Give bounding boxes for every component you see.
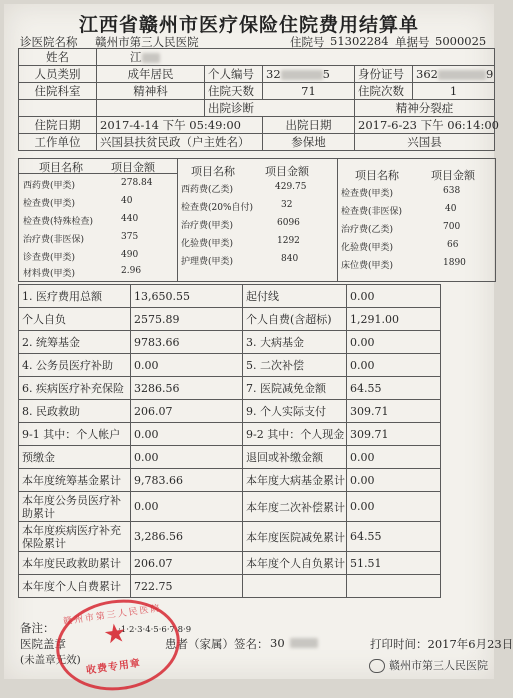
- totals-value: 0.00: [131, 446, 243, 469]
- fee-name: 治疗费(乙类): [341, 225, 394, 235]
- totals-value: [347, 575, 441, 598]
- totals-label: 个人自负: [19, 308, 131, 331]
- id-blur: [438, 70, 486, 80]
- col-amount-header: 项目金额: [111, 161, 155, 174]
- diagnosis: 精神分裂症: [355, 100, 495, 117]
- totals-row: [19, 522, 441, 552]
- totals-row: [19, 492, 441, 522]
- fee-name: 护理费(甲类): [181, 257, 234, 267]
- totals-table: [18, 284, 441, 598]
- watermark: [369, 657, 488, 673]
- wechat-icon: [369, 659, 385, 673]
- name-cell: [97, 49, 495, 66]
- days: 71: [263, 83, 355, 100]
- totals-label: 9. 个人实际支付: [243, 400, 347, 423]
- totals-row: [19, 575, 441, 598]
- totals-row: [19, 377, 441, 400]
- discharge-label: 出院日期: [263, 117, 355, 134]
- totals-label: 本年度医院减免累计: [243, 522, 347, 552]
- fee-amount: 40: [445, 204, 457, 214]
- watermark-text: 赣州市第三人民医院: [389, 659, 488, 672]
- totals-value: 309.71: [347, 400, 441, 423]
- totals-value: 0.00: [347, 354, 441, 377]
- totals-label: 7. 医院减免金额: [243, 377, 347, 400]
- insured-place-label: 参保地: [263, 134, 355, 151]
- totals-value: 0.00: [347, 492, 441, 522]
- totals-label: 本年度民政救助累计: [19, 552, 131, 575]
- fee-row: [19, 193, 177, 211]
- totals-value: 51.51: [347, 552, 441, 575]
- hospital-name: 赣州市第三人民医院: [95, 35, 199, 49]
- totals-value: 3,286.56: [131, 522, 243, 552]
- diag-label: 出院诊断: [205, 100, 355, 117]
- totals-label: 1. 医疗费用总额: [19, 285, 131, 308]
- fee-row: [337, 255, 495, 273]
- fee-name: 诊查费(甲类): [23, 253, 76, 263]
- patient-sign-label: 患者（家属）签名：: [165, 637, 269, 651]
- hosp-no: 51302284: [330, 34, 389, 48]
- totals-value: 206.07: [131, 552, 243, 575]
- totals-value: 13,650.55: [131, 285, 243, 308]
- fee-name: 化验费(甲类): [341, 243, 394, 253]
- totals-value: 3286.56: [131, 377, 243, 400]
- totals-label: 9-1 其中：个人帐户: [19, 423, 131, 446]
- totals-row: [19, 423, 441, 446]
- fee-column-3: [337, 159, 495, 281]
- work-unit: 兴国县扶贫民政（户主姓名）: [97, 134, 263, 151]
- totals-value: 0.00: [347, 331, 441, 354]
- totals-value: 9,783.66: [131, 469, 243, 492]
- totals-value: 309.71: [347, 423, 441, 446]
- fee-amount: 429.75: [275, 182, 307, 192]
- fee-name: 西药费(乙类): [181, 185, 234, 195]
- fee-name: 检查费(特殊检查): [23, 217, 94, 227]
- col-name-header: 项目名称: [191, 165, 235, 178]
- dept-label: 住院科室: [19, 83, 97, 100]
- fee-name: 检查费(20%自付): [181, 203, 254, 213]
- totals-label: 本年度统筹基金累计: [19, 469, 131, 492]
- totals-value: 2575.89: [131, 308, 243, 331]
- stamp-label: 医院盖章: [20, 637, 66, 651]
- totals-value: 0.00: [131, 492, 243, 522]
- fee-name: 检查费(非医保): [341, 207, 403, 217]
- col-name-header: 项目名称: [39, 161, 83, 174]
- name-value: 江: [130, 50, 142, 64]
- work-label: 工作单位: [19, 134, 97, 151]
- name-label: 姓名: [19, 49, 97, 66]
- fee-amount: 66: [447, 240, 459, 250]
- totals-label: 4. 公务员医疗补助: [19, 354, 131, 377]
- id-cell: [413, 66, 495, 83]
- fee-row: [19, 211, 177, 229]
- stamp-arc-text: 赣州市第三人民医院: [62, 603, 163, 628]
- fee-row: [19, 229, 177, 247]
- totals-label: 本年度个人自费累计: [19, 575, 131, 598]
- col-name-header: 项目名称: [355, 169, 399, 182]
- totals-row: [19, 552, 441, 575]
- totals-label: 8. 民政救助: [19, 400, 131, 423]
- fee-name: 治疗费(甲类): [181, 221, 234, 231]
- dept: 精神科: [97, 83, 205, 100]
- fee-stamp: [50, 592, 185, 698]
- stamp-note: (未盖章无效): [20, 654, 81, 666]
- insured-place: 兴国县: [355, 134, 495, 151]
- totals-row: [19, 446, 441, 469]
- bill-no: 5000025: [435, 34, 487, 48]
- totals-label: 2. 统筹基金: [19, 331, 131, 354]
- fee-amount: 700: [443, 222, 461, 232]
- totals-row: [19, 331, 441, 354]
- fee-row: [337, 201, 495, 219]
- totals-label: 本年度疾病医疗补充保险累计: [19, 522, 131, 552]
- fee-row: [177, 215, 337, 233]
- totals-value: 0.00: [131, 423, 243, 446]
- totals-row: [19, 285, 441, 308]
- fee-name: 治疗费(非医保): [23, 235, 85, 245]
- col-amount-header: 项目金额: [265, 165, 309, 178]
- totals-row: [19, 354, 441, 377]
- times: 1: [413, 83, 495, 100]
- fee-row: [177, 233, 337, 251]
- patient-info-table: [18, 48, 499, 151]
- fee-row: [177, 179, 337, 197]
- totals-value: 206.07: [131, 400, 243, 423]
- fee-name: 西药费(甲类): [23, 181, 76, 191]
- print-time: 打印时间：2017年6月23日: [370, 637, 513, 651]
- id-value: 362: [416, 67, 438, 81]
- hosp-no-label: 住院号: [290, 35, 325, 49]
- id-tail: 9: [485, 67, 494, 81]
- person-type: 成年居民: [97, 66, 205, 83]
- fee-name: 化验费(甲类): [181, 239, 234, 249]
- totals-label: 个人自费(含超标): [243, 308, 347, 331]
- totals-row: [19, 400, 441, 423]
- fee-amount: 440: [121, 214, 139, 224]
- fee-amount: 278.84: [121, 178, 153, 188]
- col-amount-header: 项目金额: [431, 169, 475, 182]
- fee-amount: 32: [281, 200, 293, 210]
- totals-label: 起付线: [243, 285, 347, 308]
- fee-row: [337, 183, 495, 201]
- fee-amount: 375: [121, 232, 139, 242]
- personal-no-label: 个人编号: [205, 66, 263, 83]
- personal-no-tail: 5: [322, 67, 330, 81]
- totals-label: 9-2 其中：个人现金: [243, 423, 347, 446]
- fee-amount: 638: [443, 186, 461, 196]
- totals-value: 1,291.00: [347, 308, 441, 331]
- totals-row: [19, 469, 441, 492]
- id-label: 身份证号: [355, 66, 413, 83]
- fee-name: 检查费(甲类): [23, 199, 76, 209]
- totals-label: 3. 大病基金: [243, 331, 347, 354]
- fee-row: [19, 175, 177, 193]
- totals-label: 本年度大病基金累计: [243, 469, 347, 492]
- diag-spacer: [19, 100, 97, 117]
- bill-no-label: 单据号: [395, 35, 430, 49]
- settlement-sheet: [4, 4, 513, 679]
- fee-column-3-header: [337, 167, 495, 181]
- name-blur: [142, 53, 160, 63]
- totals-value: 722.75: [131, 575, 243, 598]
- totals-value: 0.00: [347, 469, 441, 492]
- totals-label: 本年度个人自负累计: [243, 552, 347, 575]
- times-label: 住院次数: [355, 83, 413, 100]
- fee-row: [177, 197, 337, 215]
- totals-label: 本年度公务员医疗补助累计: [19, 492, 131, 522]
- totals-value: 0.00: [347, 446, 441, 469]
- document-title: 江西省赣州市医疗保险住院费用结算单: [78, 14, 419, 36]
- fee-column-1: [19, 159, 178, 281]
- fee-amount: 1292: [277, 236, 300, 246]
- fee-amount: 1890: [443, 258, 466, 268]
- fee-name: 床位费(甲类): [341, 261, 394, 271]
- totals-value: 0.00: [131, 354, 243, 377]
- fee-amount: 6096: [277, 218, 300, 228]
- sign-blur: [290, 638, 318, 648]
- totals-label: 退回或补缴金额: [243, 446, 347, 469]
- totals-value: 9783.66: [131, 331, 243, 354]
- fee-amount: 490: [121, 250, 139, 260]
- totals-label: 5. 二次补偿: [243, 354, 347, 377]
- diag-spacer-2: [97, 100, 205, 117]
- fee-column-2-header: [177, 163, 337, 177]
- admit-date: 2017-4-14 下午 05:49:00: [97, 117, 263, 134]
- admit-label: 住院日期: [19, 117, 97, 134]
- fee-amount: 840: [281, 254, 299, 264]
- discharge-date: 2017-6-23 下午 06:14:00: [355, 117, 495, 134]
- days-label: 住院天数: [205, 83, 263, 100]
- totals-value: 0.00: [347, 285, 441, 308]
- fee-row: [19, 263, 177, 281]
- hospital-label: 诊医院名称: [20, 35, 78, 49]
- person-type-label: 人员类别: [19, 66, 97, 83]
- fee-row: [337, 237, 495, 255]
- fee-amount: 40: [121, 196, 133, 206]
- fee-name: 材料费(甲类): [23, 269, 76, 279]
- personal-no-blur: [281, 70, 323, 80]
- stamp-label-text: 收费专用章: [85, 658, 142, 677]
- fee-column-1-header: [19, 159, 177, 174]
- personal-no: 32: [266, 67, 281, 81]
- fee-row: [177, 251, 337, 269]
- star-icon: ★: [101, 617, 129, 651]
- fee-row: [337, 219, 495, 237]
- footer-scale: ·1·2·3·4·5·6·7·8·9: [118, 625, 192, 635]
- sign-value: 30: [270, 636, 285, 650]
- fee-amount: 2.96: [121, 266, 142, 276]
- totals-label: 本年度二次补偿累计: [243, 492, 347, 522]
- totals-label: 预缴金: [19, 446, 131, 469]
- fee-name: 检查费(甲类): [341, 189, 394, 199]
- totals-row: [19, 308, 441, 331]
- fee-column-2: [177, 159, 338, 281]
- totals-label: [243, 575, 347, 598]
- totals-label: 6. 疾病医疗补充保险: [19, 377, 131, 400]
- totals-value: 64.55: [347, 522, 441, 552]
- totals-value: 64.55: [347, 377, 441, 400]
- fee-items: [18, 158, 496, 282]
- personal-no-cell: [263, 66, 355, 83]
- footer-note: 备注：: [20, 621, 55, 635]
